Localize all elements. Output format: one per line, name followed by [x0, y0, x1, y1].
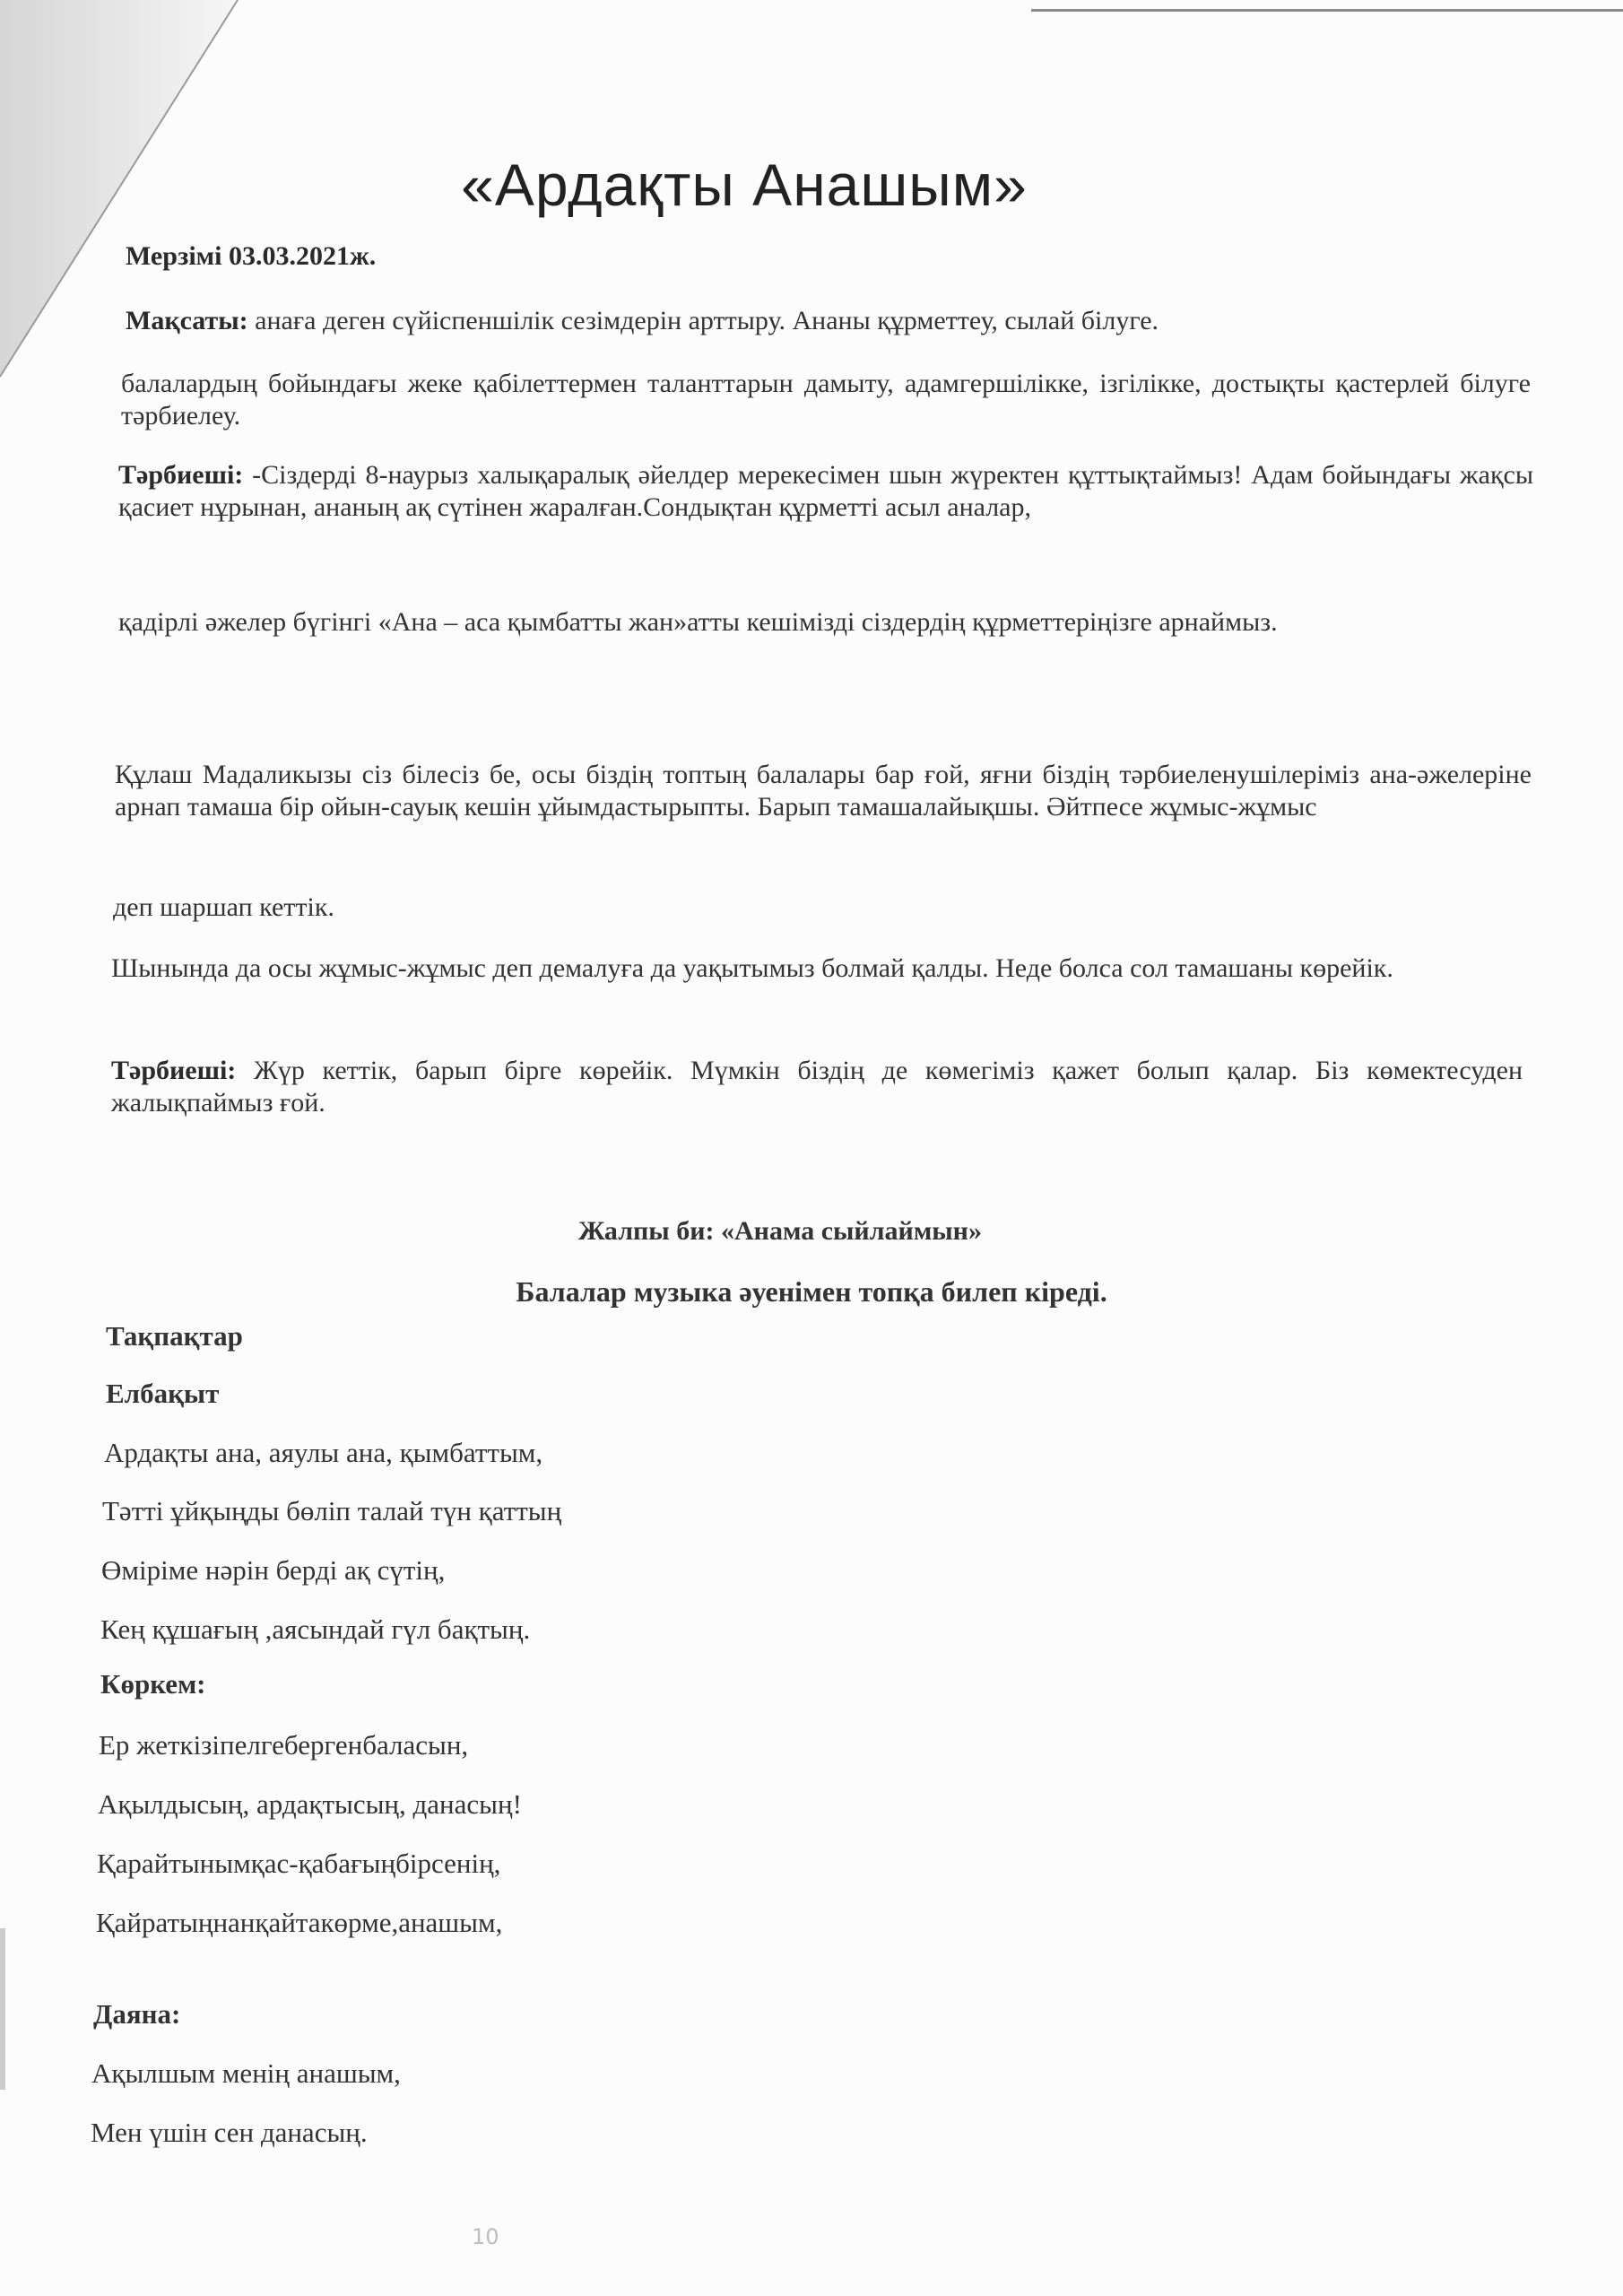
- poem-line: Мен үшін сен данасың.: [91, 2117, 368, 2148]
- entrance-line: Балалар музыка әуенімен топқа билеп кіреді.: [516, 1275, 1107, 1308]
- poem-line: Ақылшым менің анашым,: [91, 2057, 401, 2089]
- poem-line: Қайратыңнанқайтакөрме,анашым,: [96, 1907, 503, 1938]
- teacher-text-1: -Сіздерді 8-наурыз халықаралық әйелдер мерекесімен шын жүректен құттықтаймыз! Адам бойындағы жақсы қасиет нұрынан, ананың ақ сүтінен жаралған.Сондықтан құрметті асыл аналар,: [118, 460, 1533, 522]
- goal-paragraph-2: балалардың бойындағы жеке қабілеттермен таланттарын дамыту, адамгершілікке, ізгілікке, достықты қастерлей білуге тәрбиелеу.: [121, 369, 1531, 430]
- goal-text: анаға деген сүйіспеншілік сезімдерін арттыру. Ананы құрметтеу, сылай білуге.: [247, 306, 1159, 335]
- poem-line: Өміріме нәрін берді ақ сүтің,: [101, 1554, 446, 1586]
- goal-label: Мақсаты:: [126, 306, 248, 335]
- section-label: Тақпақтар: [106, 1320, 243, 1352]
- date-line: Мерзімі 03.03.2021ж.: [126, 241, 377, 271]
- poem-line: Қарайтынымқас-қабағыңбірсенің,: [97, 1848, 501, 1879]
- poem-line: Ақылдысың, ардақтысың, данасың!: [98, 1788, 522, 1820]
- reply-paragraph: Шынында да осы жұмыс-жұмыс деп демалуға да уақытымыз болмай қалды. Неде болса сол тамашаны көрейік.: [111, 953, 1393, 983]
- kulash-paragraph-end: деп шаршап кеттік.: [113, 892, 334, 922]
- page-title: «Ардақты Анашым»: [461, 152, 1028, 218]
- speaker-dayana: Даяна:: [93, 1998, 181, 2030]
- teacher-paragraph-3: [111, 1055, 1523, 1119]
- kulash-paragraph: Құлаш Мадаликызы сіз білесіз бе, осы біздің топтың балалары бар ғой, яғни біздің тәрбиеленушілеріміз ана-әжелеріне арнап тамаша бір ойын-сауық кешін ұйымдастырыпты. Барып тамашалайықшы. Әйтпесе жұмыс-жұмыс: [115, 760, 1532, 822]
- dance-line: Жалпы би: «Анама сыйлаймын»: [578, 1216, 982, 1246]
- teacher-paragraph-2: қадірлі әжелер бүгінгі «Ана – аса қымбатты жан»атты кешімізді сіздердің құрметтеріңізге арнаймыз.: [118, 607, 1278, 637]
- scan-edge-line: [1031, 9, 1623, 12]
- poem-line: Ардақты ана, аяулы ана, қымбаттым,: [104, 1437, 543, 1468]
- poem-line: Ер жеткізіпелгебергенбаласын,: [99, 1729, 469, 1761]
- speaker-korkem: Көркем:: [100, 1668, 206, 1700]
- speaker-elbakyt: Елбақыт: [106, 1378, 220, 1409]
- goal-paragraph: [126, 305, 1453, 337]
- page-number: 10: [472, 2224, 499, 2249]
- poem-line: Кең құшағың ,аясындай гүл бақтың.: [100, 1613, 531, 1645]
- teacher-text-3: Жүр кеттік, барып бірге көрейік. Мүмкін біздің де көмегіміз қажет болып қалар. Біз көмектесуден жалықпаймыз ғой.: [111, 1056, 1523, 1118]
- teacher-label-2: Тәрбиеші:: [111, 1056, 237, 1085]
- teacher-paragraph-1: [118, 459, 1533, 524]
- teacher-label: Тәрбиеші:: [118, 460, 244, 490]
- poem-line: Тәтті ұйқыңды бөліп талай түн қаттың: [102, 1495, 562, 1526]
